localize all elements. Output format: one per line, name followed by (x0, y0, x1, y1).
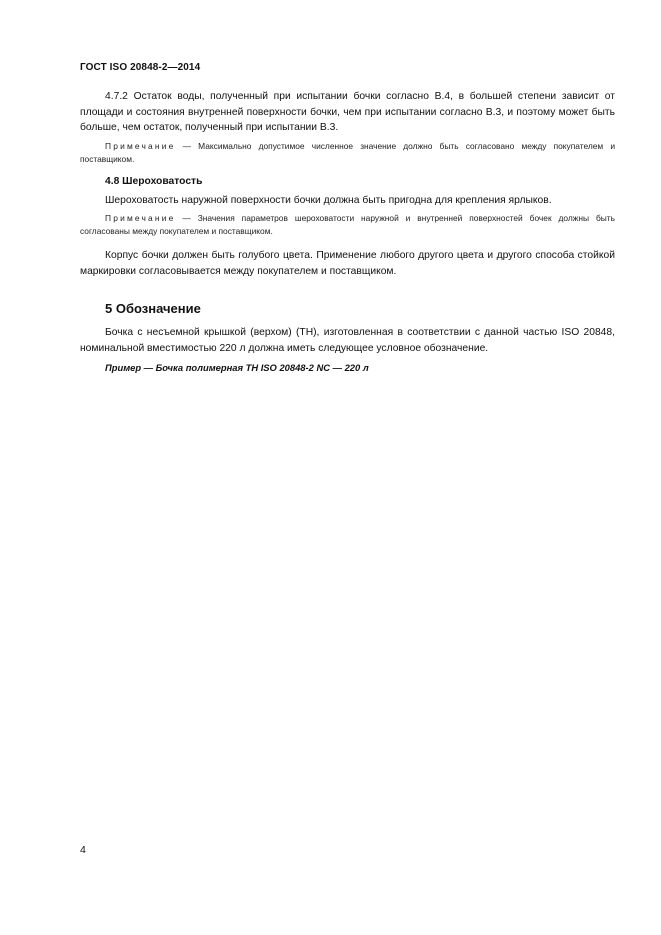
paragraph-designation: Бочка с несъемной крышкой (верхом) (TH), изготовленная в соответствии с данной частью ISO 20848, номинальной вместимостью 220 л должна иметь следующее условное обозначение. (80, 327, 615, 354)
designation-example: Пример — Бочка полимерная TH ISO 20848-2 NC — 220 л (105, 362, 369, 373)
document-body (80, 89, 615, 375)
heading-4-8: 4.8 Шероховатость (105, 175, 203, 187)
note-text: — Значения параметров шероховатости наружной и внутренней поверхностей бочек должны быть согласованы между покупателем и поставщиком. (80, 213, 615, 236)
note-label: Примечание (105, 140, 176, 151)
note-label: Примечание (105, 213, 176, 223)
heading-section-5: 5 Обозначение (105, 301, 201, 316)
note-max-value (80, 140, 615, 166)
paragraph-4-7-2: 4.7.2 Остаток воды, полученный при испытании бочки согласно B.4, в большей степени зависит от площади и состояния внутренней поверхности бочки, чем при испытании согласно B.3, и поэтому может быть больше, чем остаток, полученный при испытании B.3. (80, 91, 615, 133)
paragraph-roughness: Шероховатость наружной поверхности бочки должна быть пригодна для крепления ярлыков. (105, 194, 552, 206)
document-header: ГОСТ ISO 20848-2—2014 (80, 62, 201, 73)
paragraph-body-color: Корпус бочки должен быть голубого цвета. Применение любого другого цвета и другого способа стойкой маркировки согласовывается между покупателем и поставщиком. (80, 250, 615, 277)
note-roughness (80, 212, 615, 238)
page-number: 4 (80, 844, 86, 856)
note-text: — Максимально допустимое численное значение должно быть согласовано между покупателем и поставщиком. (80, 140, 615, 164)
